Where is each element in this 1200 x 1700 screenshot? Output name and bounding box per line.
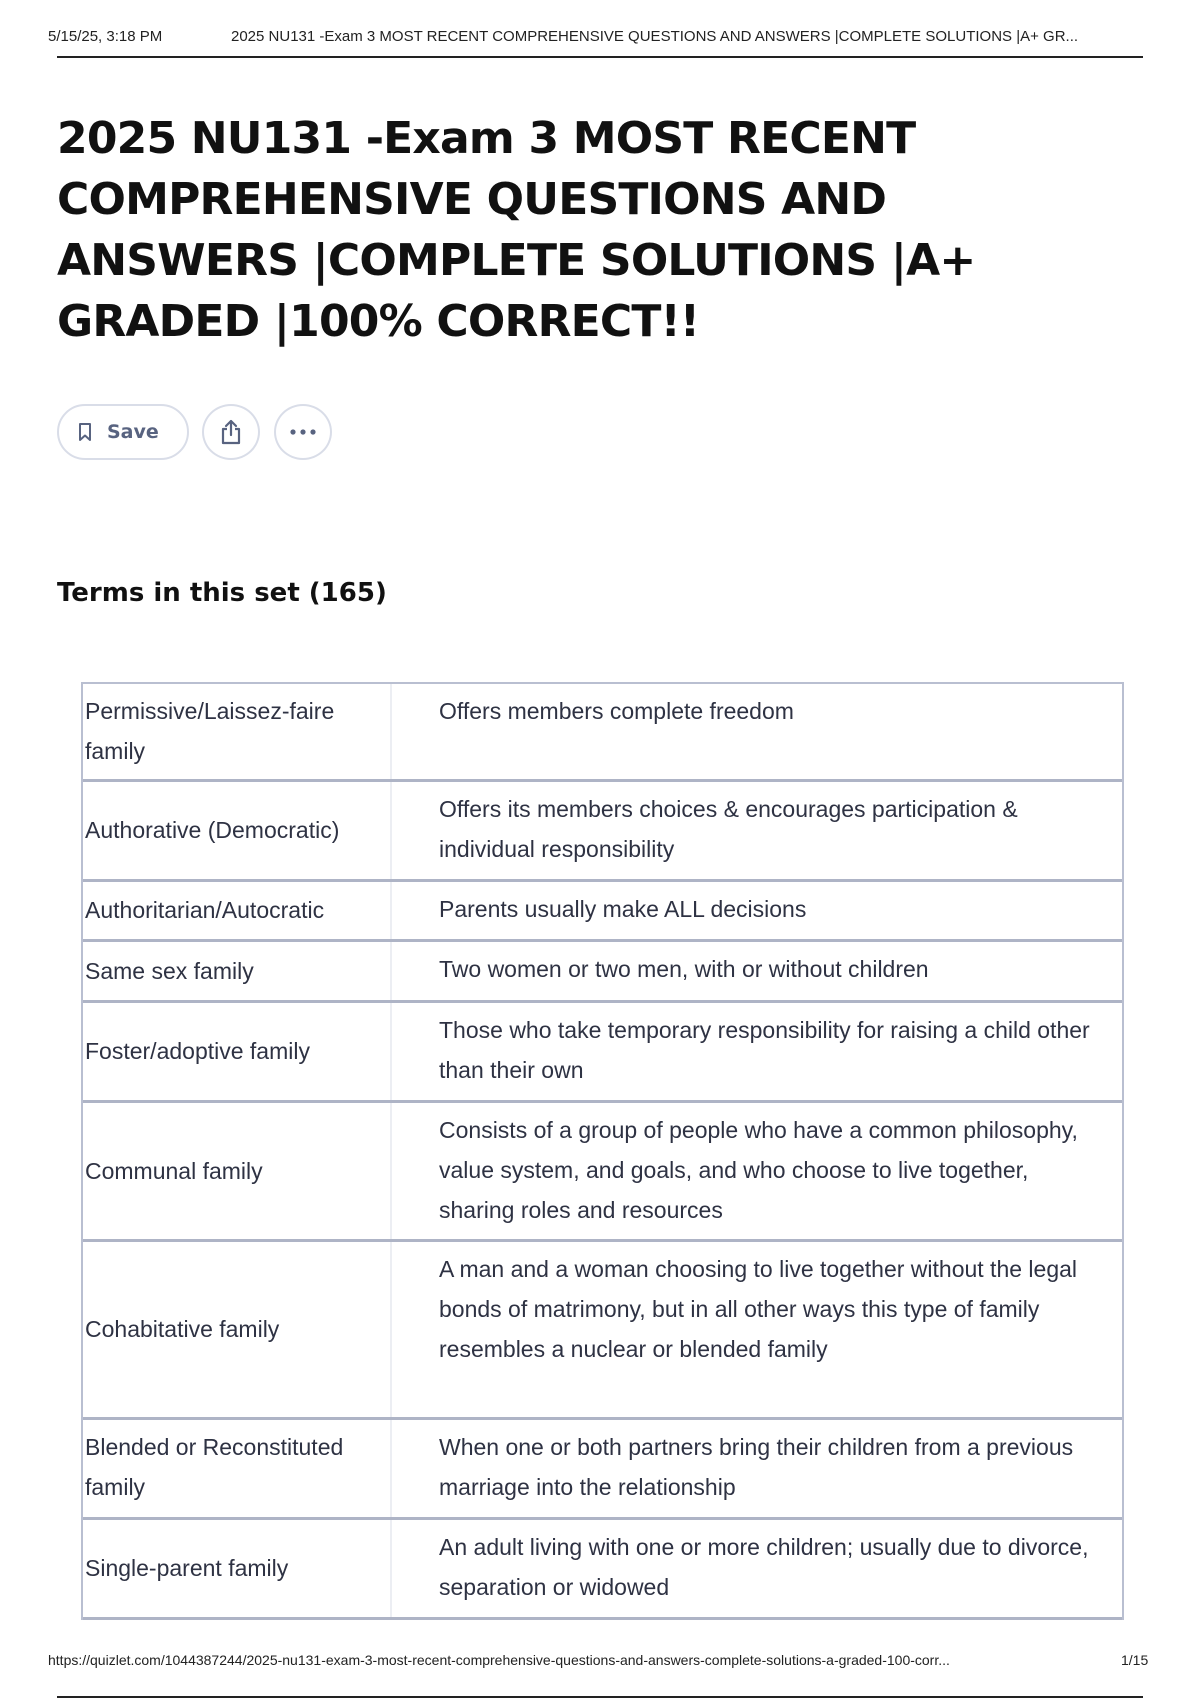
term-row [83,882,1122,942]
bookmark-icon [77,422,93,442]
term-row [83,1520,1122,1620]
term-text: Cohabitative family [83,1242,392,1417]
term-row [83,1103,1122,1242]
definition-text: A man and a woman choosing to live together without the legal bonds of matrimony, but in all other ways this type of family resembles a nuclear or blended family [439,1256,1078,1362]
term-text: Authoritarian/Autocratic [83,882,392,939]
footer-divider [57,1696,1143,1698]
page-number: 1/15 [1121,1652,1149,1668]
share-icon [218,418,244,446]
definition-text: An adult living with one or more children; usually due to divorce, separation or widowed [439,1534,1089,1600]
definition-text: Those who take temporary responsibility for raising a child other than their own [439,1017,1090,1083]
header-divider [57,56,1143,58]
page-title: 2025 NU131 -Exam 3 MOST RECENT COMPREHENSIVE QUESTIONS AND ANSWERS |COMPLETE SOLUTIONS |A+ GRADED |100% CORRECT!! [57,113,976,347]
term-row [83,684,1122,782]
term-text: Same sex family [83,942,392,1000]
term-text: Single-parent family [83,1520,392,1617]
term-row [83,782,1122,882]
term-text: Authorative (Democratic) [83,782,392,879]
more-options-button[interactable] [274,404,332,460]
term-text: Permissive/Laissez-faire family [83,684,392,779]
share-button[interactable] [202,404,260,460]
save-button[interactable] [57,404,189,460]
term-row [83,1420,1122,1520]
print-doc-title: 2025 NU131 -Exam 3 MOST RECENT COMPREHENSIVE QUESTIONS AND ANSWERS |COMPLETE SOLUTIONS |A+ GR... [231,28,1079,45]
term-row [83,1242,1122,1420]
term-row [83,1003,1122,1103]
save-button-label: Save [107,421,159,443]
more-horizontal-icon [289,428,317,436]
print-url: https://quizlet.com/1044387244/2025-nu131-exam-3-most-recent-comprehensive-questions-and-answers-complete-solutions-a-graded-100-corr... [48,1652,950,1668]
definition-text: Offers its members choices & encourages participation & individual responsibility [439,796,1018,862]
definition-text: Consists of a group of people who have a common philosophy, value system, and goals, and who choose to live together, sharing roles and resources [439,1117,1078,1223]
definition-text: Two women or two men, with or without children [439,956,929,982]
terms-table [81,682,1124,1620]
terms-heading: Terms in this set (165) [57,578,387,608]
term-text: Foster/adoptive family [83,1003,392,1100]
definition-text: Parents usually make ALL decisions [439,896,807,922]
definition-text: When one or both partners bring their children from a previous marriage into the relationship [439,1434,1074,1500]
term-text: Blended or Reconstituted family [83,1420,392,1517]
print-date: 5/15/25, 3:18 PM [48,28,163,45]
term-row [83,942,1122,1003]
term-text: Communal family [83,1103,392,1239]
definition-text: Offers members complete freedom [439,698,794,724]
